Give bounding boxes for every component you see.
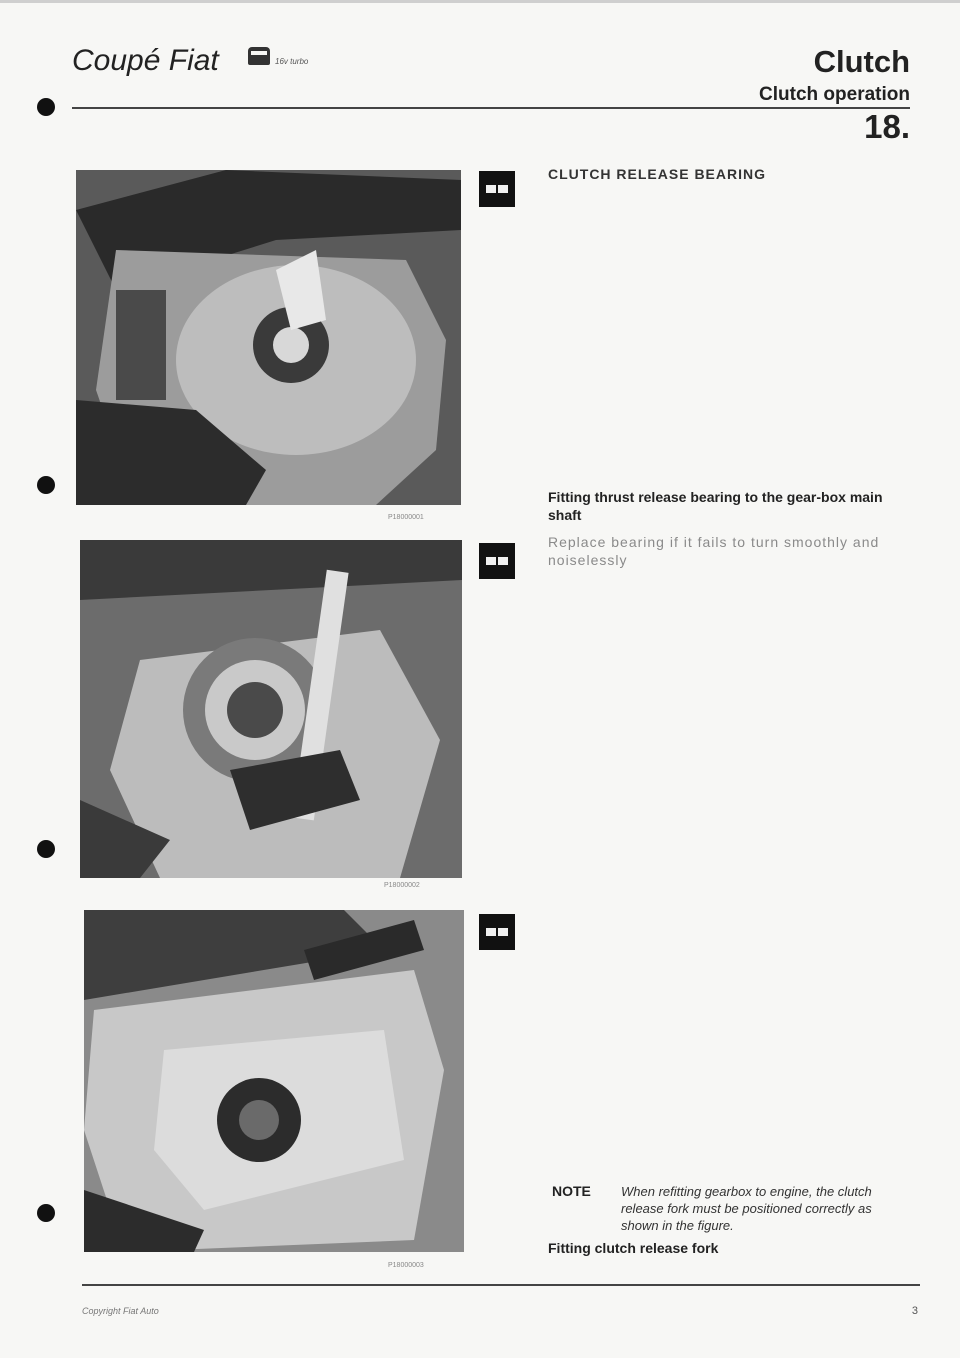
header-divider bbox=[72, 107, 910, 109]
photo-code: P18000003 bbox=[388, 1262, 424, 1269]
photo-release-fork bbox=[84, 910, 464, 1252]
footer-divider bbox=[82, 1284, 920, 1286]
photo-code: P18000001 bbox=[388, 514, 424, 521]
section-number: 18. bbox=[864, 108, 910, 145]
photo-3-illustration bbox=[84, 910, 464, 1252]
photo-bearing-check bbox=[80, 540, 462, 878]
photo-code: P18000002 bbox=[384, 882, 420, 889]
brand-title: Coupé Fiat bbox=[72, 44, 219, 77]
punch-hole bbox=[37, 1204, 55, 1222]
punch-hole bbox=[37, 840, 55, 858]
operation-icon bbox=[479, 914, 515, 950]
punch-hole bbox=[37, 476, 55, 494]
page-number: 3 bbox=[911, 1305, 918, 1317]
section-subtitle: Clutch operation bbox=[759, 84, 910, 105]
punch-hole bbox=[37, 98, 55, 116]
caption-thrust-bearing: Fitting thrust release bearing to the gear-box main shaft bbox=[548, 489, 883, 523]
operation-icon bbox=[479, 543, 515, 579]
photo-release-bearing-fitting bbox=[76, 170, 461, 505]
operation-icon bbox=[479, 171, 515, 207]
section-heading: CLUTCH RELEASE BEARING bbox=[548, 166, 767, 182]
note-text: When refitting gearbox to engine, the clutch release fork must be positioned correctly as shown in the figure. bbox=[621, 1184, 872, 1233]
photo-1-illustration bbox=[76, 170, 461, 505]
brand-subtitle: 16v turbo bbox=[275, 57, 309, 66]
section-title: Clutch bbox=[813, 44, 910, 79]
caption-release-fork: Fitting clutch release fork bbox=[548, 1240, 719, 1256]
photo-2-illustration bbox=[80, 540, 462, 878]
copyright-text: Copyright Fiat Auto bbox=[82, 1306, 159, 1316]
instruction-replace-bearing: Replace bearing if it fails to turn smoothly and noiselessly bbox=[548, 534, 880, 568]
engine-logo-icon bbox=[248, 47, 270, 65]
note-label: NOTE bbox=[552, 1183, 591, 1199]
top-scan-edge bbox=[0, 0, 960, 3]
